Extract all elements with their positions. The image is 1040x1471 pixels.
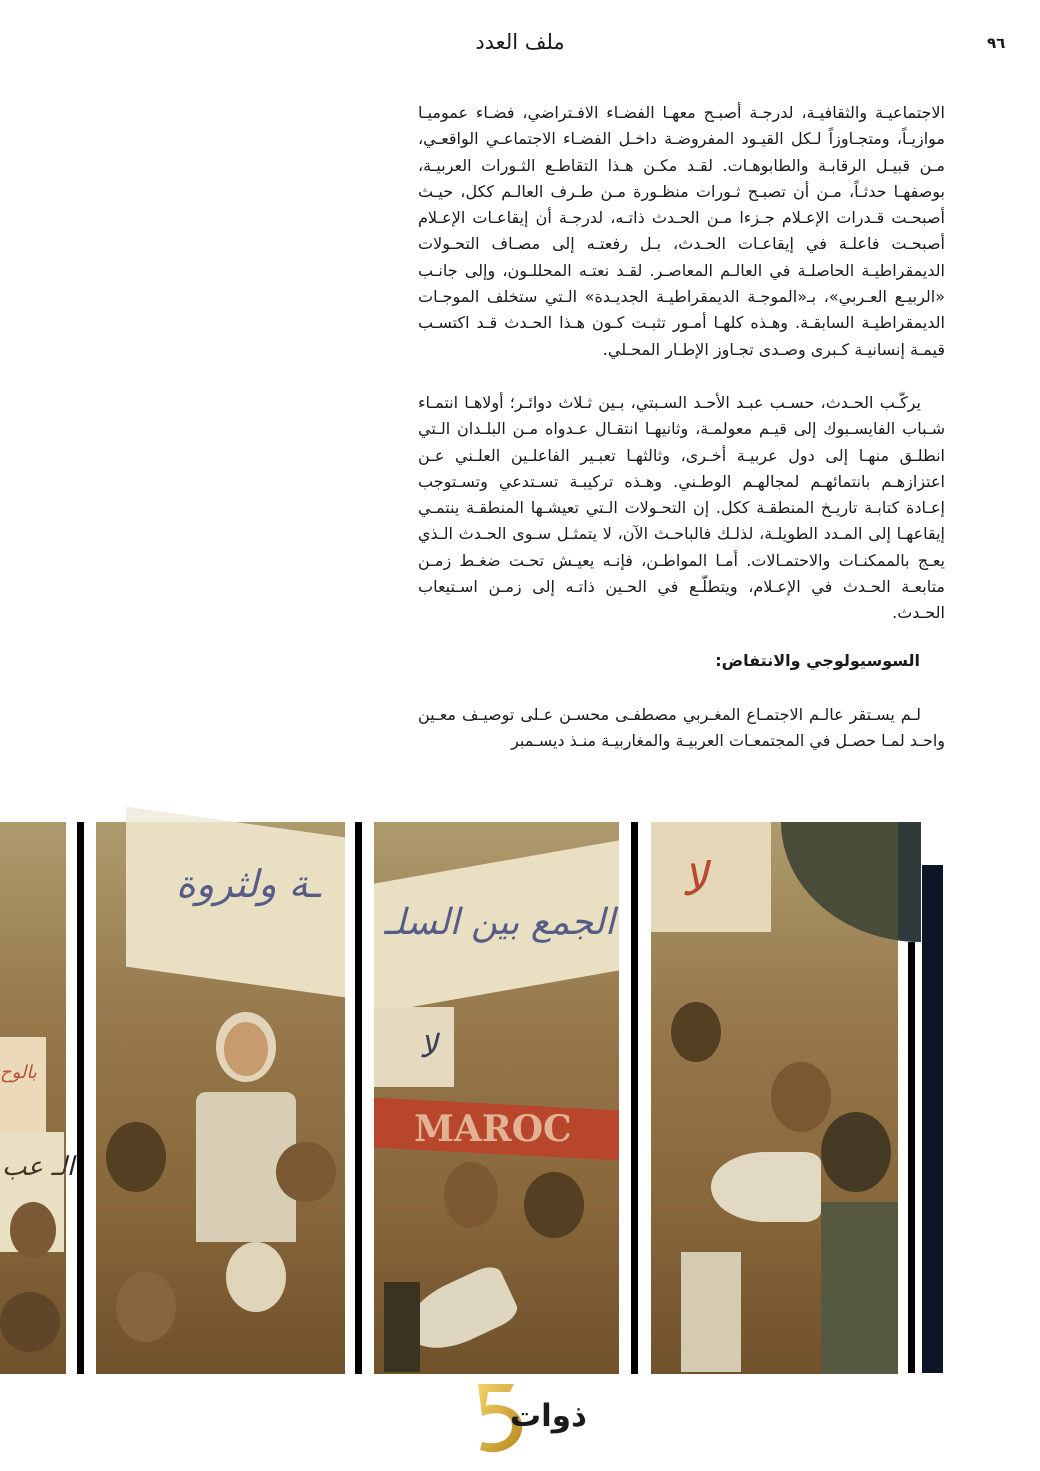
decorative-bar	[922, 865, 943, 1373]
article-paragraph: الاجتماعيـة والثقافيـة، لدرجـة أصبـح معهـا الفضـاء الافـتراضي، فضـاء عموميـا موازيـاً، ومتجـاوزاً لـكل القيـود المفروضـة داخـل الفضـاء الاجتماعـي الواقعـي، مـن قبيـل الرقابـة والطابوهـات. لقـد مكـن هـذا التقاطـع الثـورات العربيـة، بوصفهـا حدثـاً، مـن أن تصبـح ثـورات منظـورة مـن طـرف العالـم ككل، حيـث أصبحـت قـدرات الإعـلام جـزءا مـن الحـدث ذاتـه، لدرجـة أن إيقاعـات الإعـلام أصبحـت فاعلـة في إيقاعـات الحـدث، بـل رفعتـه إلى مصـاف التحـولات الديمقراطيـة الحاصلـة في العالـم المعاصـر. لقـد نعتـه المحللـون، وإلى جانـب «الربيـع العـربي»، بـ«الموجـة الديمقراطيـة الجديـدة» الـتي ستخلف الموجـات الديمقراطيـة السابقـة. وهـذه كلهـا أمـور تثبـت كـون هـذا الحـدث قـد اكتسـب قيمـة إنسانيـة كـبرى وصـدى تجـاوز الإطـار المحـلي.	[418, 103, 945, 359]
page-number: ٩٦	[987, 34, 1006, 52]
banner-text: الـ عب	[2, 1152, 75, 1182]
protest-photo-4	[651, 822, 898, 1374]
banner-text: لا	[681, 852, 708, 906]
photo-divider	[631, 822, 638, 1374]
protest-photo-3	[374, 822, 619, 1374]
banner-text: الجمع بين السلـ	[384, 902, 615, 943]
article-subheading: السوسيولوجي والانتفاض:	[715, 650, 920, 670]
scarf-text: MAROC	[414, 1108, 572, 1150]
decorative-bar	[908, 942, 915, 1373]
article-body	[418, 100, 945, 755]
photo-divider	[77, 822, 84, 1374]
logo-text: ذوات	[510, 1398, 587, 1434]
protest-photo-1	[0, 822, 75, 1374]
section-title: ملف العدد	[475, 30, 565, 54]
protest-photo-2	[96, 822, 345, 1374]
article-paragraph: لـم يسـتقر عالـم الاجتمـاع المغـربي مصطفـى محسـن عـلى توصيـف معـين واحـد لمـا حصـل في المجتمعـات العربيـة والمغاربيـة منـذ ديسـمبر	[418, 704, 945, 751]
banner-text: بالوح	[0, 1062, 37, 1083]
banner-text: ـة ولثروة	[176, 862, 321, 906]
article-paragraph: يركّـب الحـدث، حسـب عبـد الأحـد السـبتي، بـين ثـلاث دوائـر؛ أولاهـا انتمـاء شـباب الفايسـبوك إلى قيـم معولمـة، وثانيهـا انتقـال عـدواه مـن البلـدان الـتي انطلـق منهـا إلى دول عربيـة أخـرى، وثالثهـا تعبـير الفاعلـين العلـني عـن اعتزازهـم بانتمائهـم لمجالهـم الوطـني. وهـذه تركيبـة تسـتدعي وتسـتوجب إعـادة كتابـة تاريـخ المنطقـة ككل. إن التحـولات الـتي تعيشـها المنطقـة ينتمـي إيقاعهـا إلى المـدد الطويلـة، لذلـك فالباحـث الآن، لا يتمثـل سـوى الحـدث الـذي يعـج بالممكنـات والاحتمـالات. أمـا المواطـن، فإنـه يعيـش تحـت ضغـط زمـن متابعـة الحـدث في الإعـلام، ويتطلّـع في الحـين ذاتـه إلى زمـن اسـتيعاب الحـدث.	[418, 392, 945, 623]
banner-text: لا	[419, 1027, 438, 1065]
photo-divider	[355, 822, 362, 1374]
magazine-logo	[470, 1380, 610, 1460]
